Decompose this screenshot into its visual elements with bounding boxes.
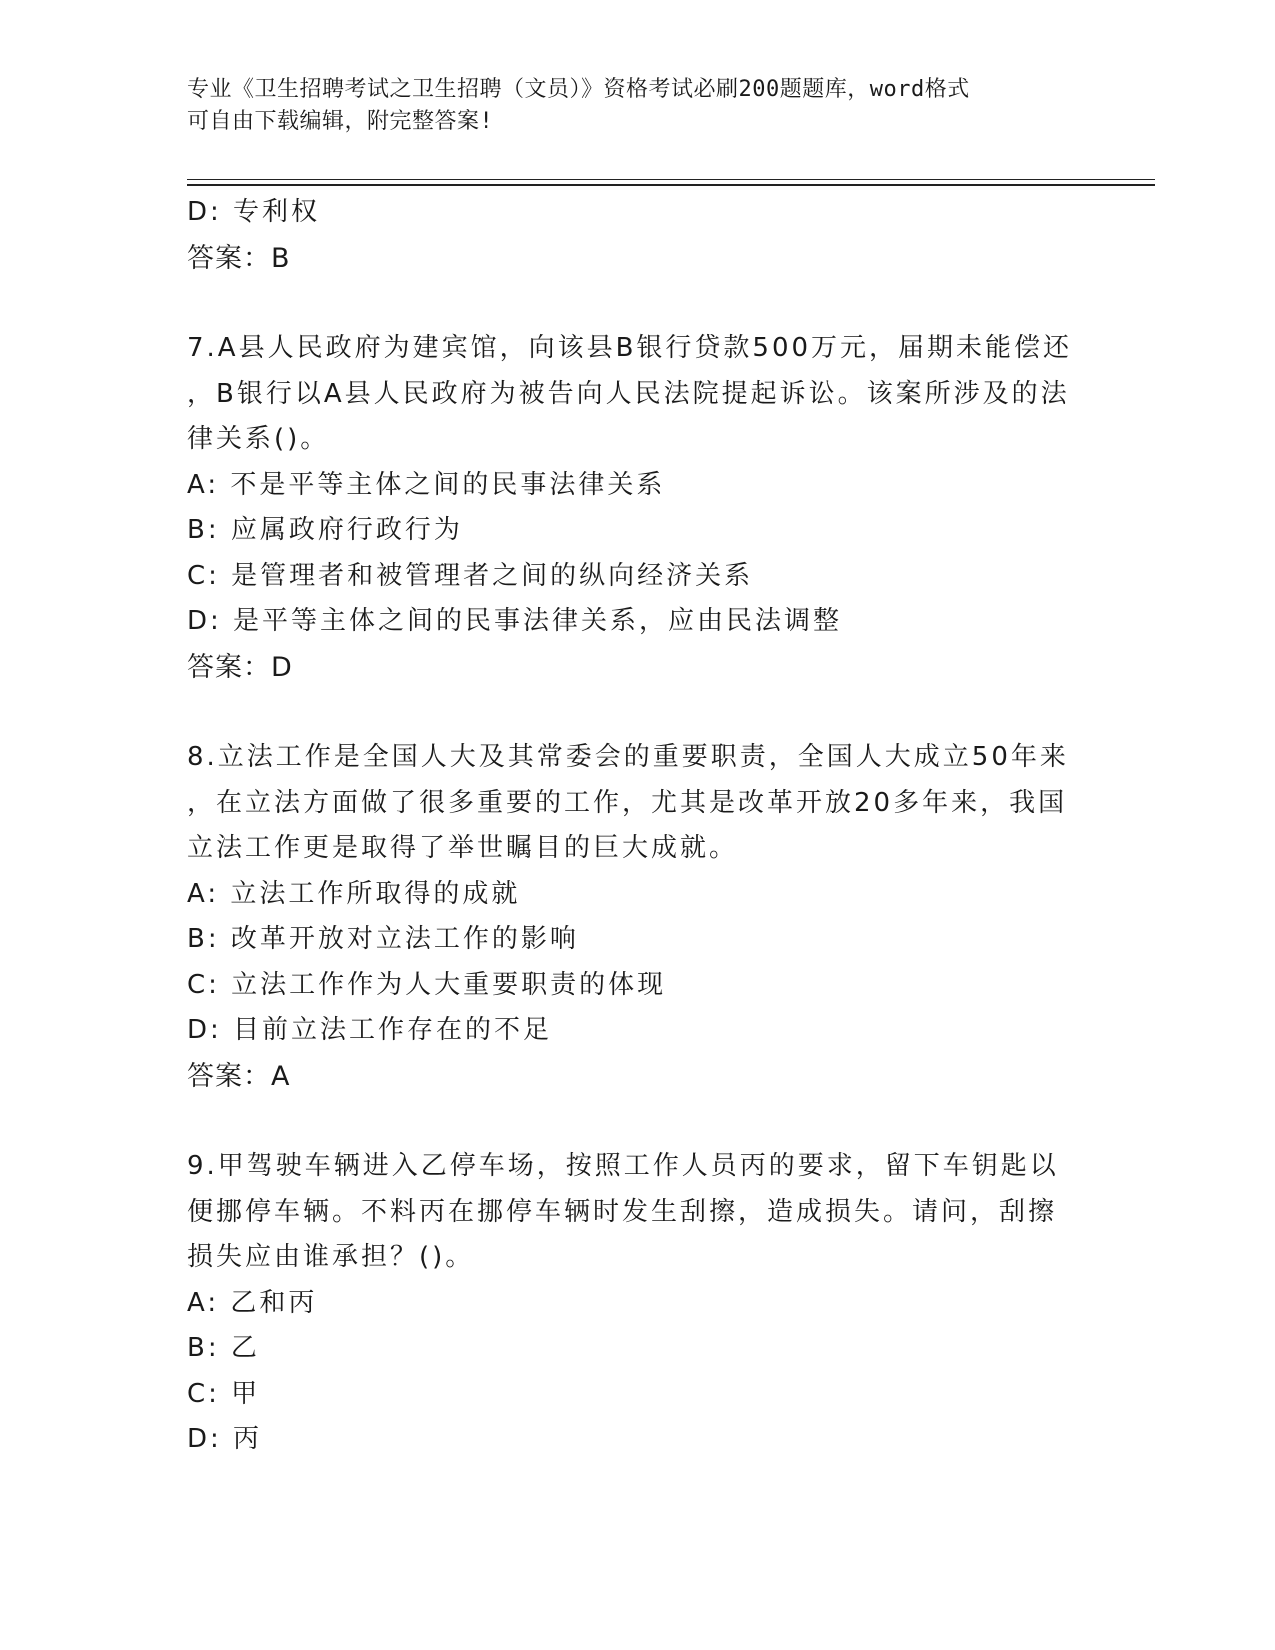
question-9 bbox=[187, 1144, 1087, 1463]
option-d: D: 是平等主体之间的民事法律关系，应由民法调整 bbox=[187, 606, 843, 636]
page-content bbox=[187, 190, 1087, 1463]
question-stem-line: 律关系()。 bbox=[187, 424, 330, 454]
question-stem-line: ，在立法方面做了很多重要的工作，尤其是改革开放20多年来，我国 bbox=[187, 787, 1068, 818]
question-stem-line: 便挪停车辆。不料丙在挪停车辆时发生刮擦，造成损失。请问，刮擦 bbox=[187, 1196, 1058, 1227]
answer-line: 答案：B bbox=[187, 242, 291, 274]
option-c: C: 立法工作作为人大重要职责的体现 bbox=[187, 969, 667, 1000]
header-title-line-2: 可自由下载编辑，附完整答案! bbox=[187, 109, 494, 134]
question-7 bbox=[187, 326, 1087, 690]
option-b: B: 乙 bbox=[187, 1333, 260, 1363]
previous-question-tail bbox=[187, 190, 1087, 281]
option-d: D: 目前立法工作存在的不足 bbox=[187, 1015, 553, 1045]
spacer bbox=[187, 690, 1087, 735]
option-c: C: 甲 bbox=[187, 1378, 261, 1409]
option-a: A: 不是平等主体之间的民事法律关系 bbox=[187, 469, 666, 500]
option-a: A: 立法工作所取得的成就 bbox=[187, 878, 521, 909]
option-b: B: 应属政府行政行为 bbox=[187, 515, 463, 545]
option-a: A: 乙和丙 bbox=[187, 1287, 318, 1318]
question-stem-line: 8.立法工作是全国人大及其常委会的重要职责，全国人大成立50年来 bbox=[187, 742, 1069, 772]
option-b: B: 改革开放对立法工作的影响 bbox=[187, 924, 579, 954]
spacer bbox=[187, 1099, 1087, 1144]
question-8 bbox=[187, 735, 1087, 1099]
question-stem-line: 立法工作更是取得了举世瞩目的巨大成就。 bbox=[187, 833, 739, 863]
option-d: D: 丙 bbox=[187, 1424, 263, 1454]
header-title-line-1: 专业《卫生招聘考试之卫生招聘（文员）》资格考试必刷200题题库，word格式 bbox=[187, 77, 970, 102]
question-stem-line: 9.甲驾驶车辆进入乙停车场，按照工作人员丙的要求，留下车钥匙以 bbox=[187, 1151, 1059, 1181]
answer-line: 答案：D bbox=[187, 651, 293, 683]
option-d: D: 专利权 bbox=[187, 197, 321, 227]
answer-line: 答案：A bbox=[187, 1060, 291, 1092]
header-divider-thick bbox=[187, 184, 1155, 186]
question-stem-line: 7.A县人民政府为建宾馆，向该县B银行贷款500万元，届期未能偿还 bbox=[187, 333, 1073, 363]
page-header bbox=[187, 74, 1087, 138]
option-c: C: 是管理者和被管理者之间的纵向经济关系 bbox=[187, 560, 754, 591]
spacer bbox=[187, 281, 1087, 326]
question-stem-line: 损失应由谁承担？()。 bbox=[187, 1242, 475, 1272]
question-stem-line: ，B银行以A县人民政府为被告向人民法院提起诉讼。该案所涉及的法 bbox=[187, 378, 1070, 409]
header-divider-thin bbox=[187, 179, 1155, 180]
